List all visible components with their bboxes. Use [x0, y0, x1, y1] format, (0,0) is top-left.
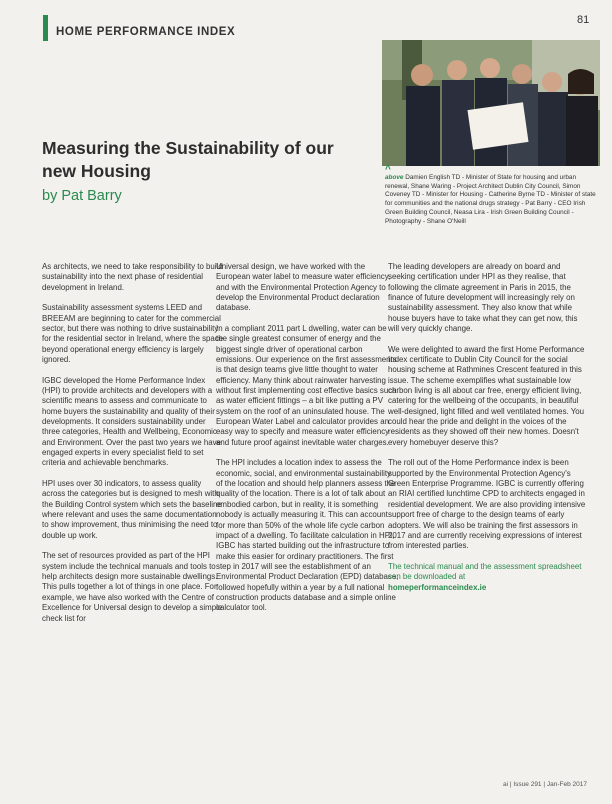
photo-illustration: [382, 40, 600, 166]
page-footer: ai | Issue 291 | Jan-Feb 2017: [503, 781, 587, 788]
paragraph: Sustainability assessment systems LEED and BREEAM are beginning to cater for the commercial sector, but there was nothing to drive sustainability for the residential sector in Ireland, where the space beyond operational energy efficiency is largely ignored.: [42, 303, 224, 365]
photo-caption: [385, 174, 600, 226]
paragraph: IGBC developed the Home Performance Index (HPI) to provide architects and developers with a scientific means to assess and communicate to home buyers the sustainability and quality of their developments. It considers sustainability under three categories, Health and Wellbeing, Economic and Environment. Over the past two years we have engaged experts in every specialist field to set criteria and achievable benchmarks.: [42, 375, 221, 468]
paragraph: We were delighted to award the first Home Performance Index certificate to Dublin City Council for the social housing scheme at Rathmines Crescent featured in this issue. The scheme exemplifies what sustainable low carbon living is all about car free, energy efficient living, catering for the wellbeing of the occupants, in beautiful well-designed, light filled and well ventilated homes. You could hear the pride and delight in the voices of the residents as they showed off their new homes. Doesn't every homebuyer deserve this?: [388, 344, 585, 447]
paragraph: The roll out of the Home Performance index is been supported by the Environmental Protection Agency's Green Enterprise Programme. IGBC is currently offering an RIAI certified lunchtime CPD to architects engaged in residential development. We are also providing intensive support free of charge to the design teams of early adopters. We will also be training the first assessors in 2017 and are currently receiving expressions of interest from interested parties.: [388, 458, 586, 551]
caption-text: Damien English TD - Minister of State for housing and urban renewal, Shane Waring - Project Architect Dublin City Council, Simon Coveney TD - Minister for Housing - Catherine Byrne TD - Minister of state for communities and the national drugs strategy - Pat Barry - CEO Irish Green Building Council, Neasa Lira - Irish Green Building Council - Photography - Shane O'Neill: [385, 174, 596, 225]
caption-label: above: [385, 174, 404, 181]
paragraph: Universal design, we have worked with the European water label to measure water efficiency, and with the Environmental Protection Agency to develop the Environmental Product declaration database.: [216, 262, 391, 313]
paragraph: The HPI includes a location index to assess the economic, social, and environmental sustainability of the location and should help planners assess the quality of the location. There is a lot of talk about embodied carbon, but in reality, it is something nobody is actually measuring it. This can account for more than 50% of the whole life cycle carbon impact of a dwelling. To facilitate calculation in HPI, IGBC has started building out the infrastructure to make this easier for ordinary practitioners. The first step in 2017 will see the establishment of an Environmental Product Declaration (EPD) database, followed hopefully within a year by a full national construction products database and a simple online calculator tool.: [216, 458, 399, 613]
paragraph: The leading developers are already on board and seeking certification under HPI as they realise, that following the climate agreement in Paris in 2015, the finance of future development will increasingly rely on sustainability assessment. They also know that while house buyers have to take what they can get now, this will very quickly change.: [388, 262, 578, 334]
download-note: [388, 562, 588, 593]
section-header: HOME PERFORMANCE INDEX: [56, 26, 236, 38]
body-column-3: [388, 262, 588, 603]
article-title: Measuring the Sustainability of our new Housing: [42, 138, 334, 181]
article-byline: by Pat Barry: [42, 188, 122, 204]
group-photo: [382, 40, 600, 166]
paragraph: In a compliant 2011 part L dwelling, water can be the single greatest consumer of energy and the biggest single driver of operational carbon emissions. Our experience on the first assessments is that design teams give little thought to water efficiency. Many think about rainwater harvesting without first implementing cost effective basics such as water efficient fittings – a bit like putting a PV system on the roof of an uninsulated house. The European Water Label and calculator provides an easy way to specify and measure water efficiency and future proof against inevitable water charges.: [216, 324, 397, 447]
paragraph: HPI uses over 30 indicators, to assess quality across the categories but is designed to mesh with the Building Control system which sets the baseline where relevant and uses the same documentation to show improvement, thus minimising the need to double up work.: [42, 479, 222, 540]
page-number: 81: [577, 14, 590, 26]
section-marker-bar: [43, 15, 48, 41]
download-link[interactable]: homeperformanceindex.ie: [388, 582, 487, 592]
paragraph: As architects, we need to take responsibility to build sustainability into the next phase of residential development in Ireland.: [42, 262, 223, 292]
caption-arrow-icon: ^: [385, 164, 391, 175]
body-column-1: [42, 262, 225, 634]
body-column-2: [216, 262, 399, 624]
download-note-text: The technical manual and the assessment spreadsheet can be downloaded at: [388, 561, 582, 582]
paragraph: The set of resources provided as part of the HPI system include the technical manuals and tools to help architects design more sustainable dwellings. This pulls together a lot of things in one place. For example, we have also worked with the Centre of Excellence for Universal design to develop a simple check list for: [42, 551, 223, 623]
